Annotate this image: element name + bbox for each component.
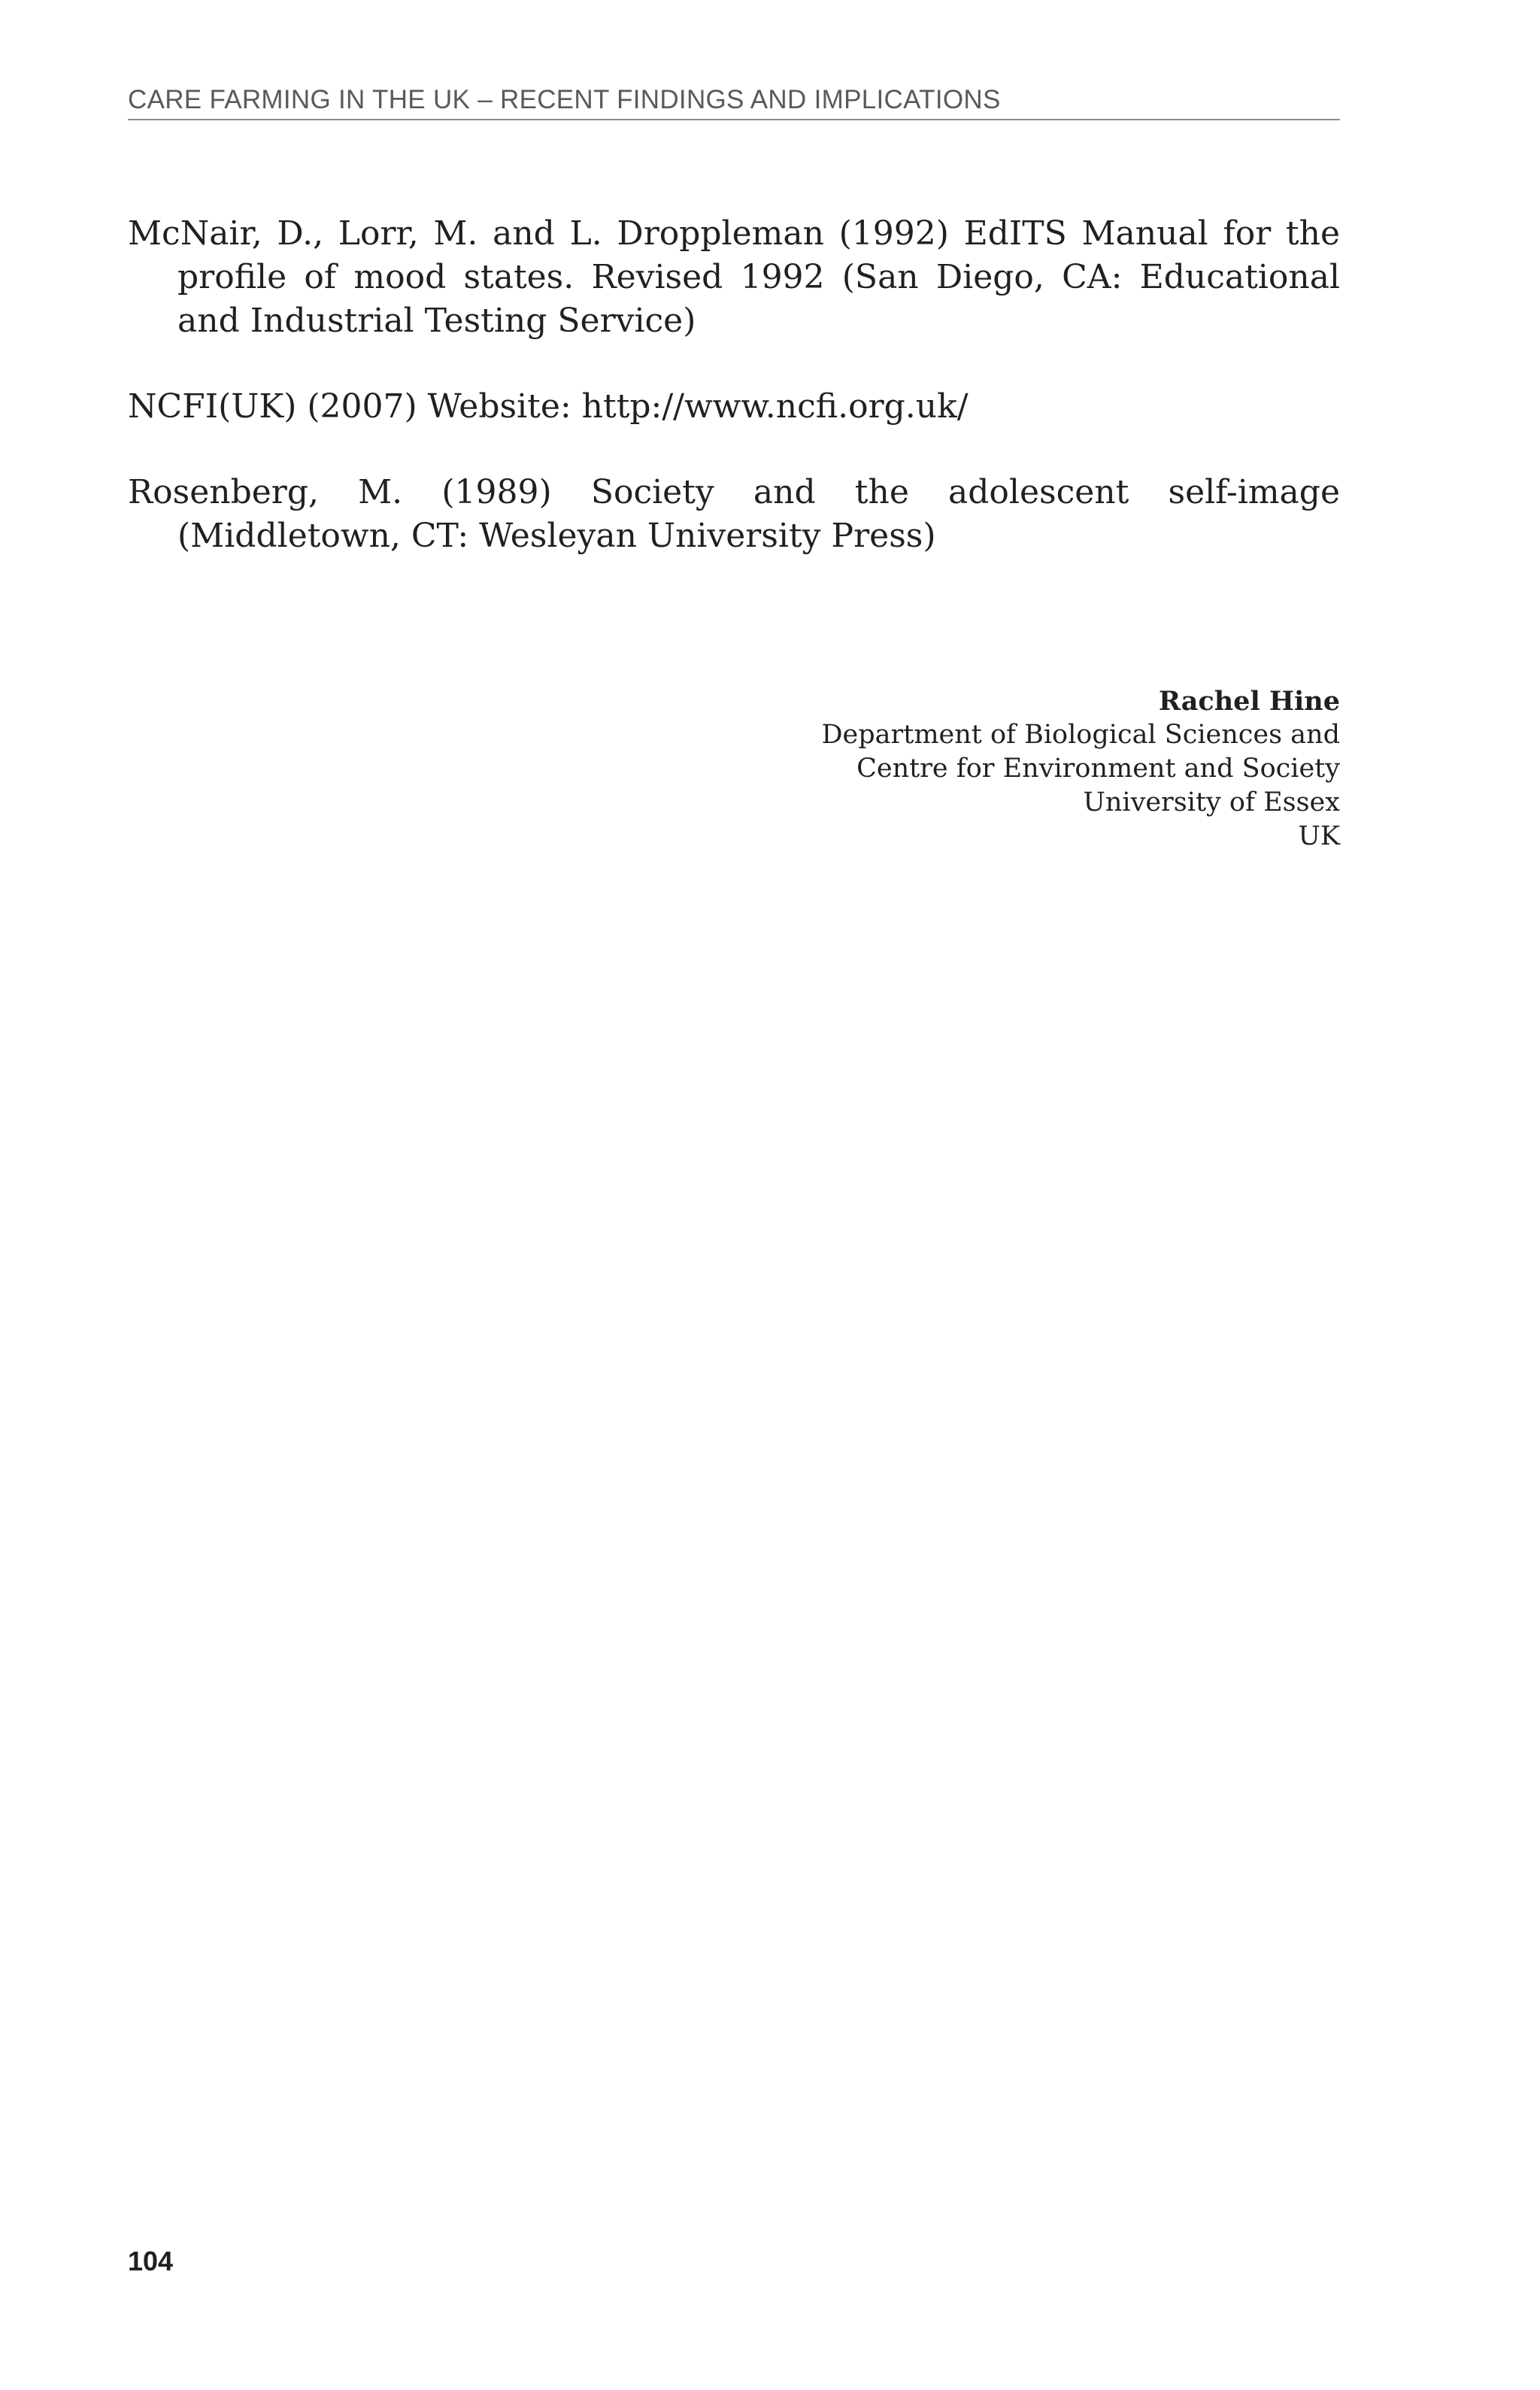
author-name: Rachel Hine xyxy=(1158,686,1340,717)
affiliation-line: University of Essex xyxy=(1083,787,1340,817)
author-affiliation xyxy=(821,684,1340,854)
header-divider xyxy=(128,119,1340,120)
reference-list xyxy=(128,212,1340,600)
page-number: 104 xyxy=(128,2246,174,2276)
affiliation-line: Department of Biological Sciences and xyxy=(821,720,1340,750)
affiliation-line: Centre for Environment and Society xyxy=(856,754,1340,784)
running-header: CARE FARMING IN THE UK – RECENT FINDINGS AND IMPLICATIONS xyxy=(128,85,1001,114)
reference-item: McNair, D., Lorr, M. and L. Droppleman (1992) EdITS Manual for the profile of mood states. Revised 1992 (San Diego, CA: Educational and Industrial Testing Service) xyxy=(128,214,1340,340)
reference-item: NCFI(UK) (2007) Website: http://www.ncfi.org.uk/ xyxy=(128,387,969,426)
affiliation-line: UK xyxy=(1298,821,1340,851)
reference-item: Rosenberg, M. (1989) Society and the adolescent self-image (Middletown, CT: Wesleyan University Press) xyxy=(128,473,1340,555)
